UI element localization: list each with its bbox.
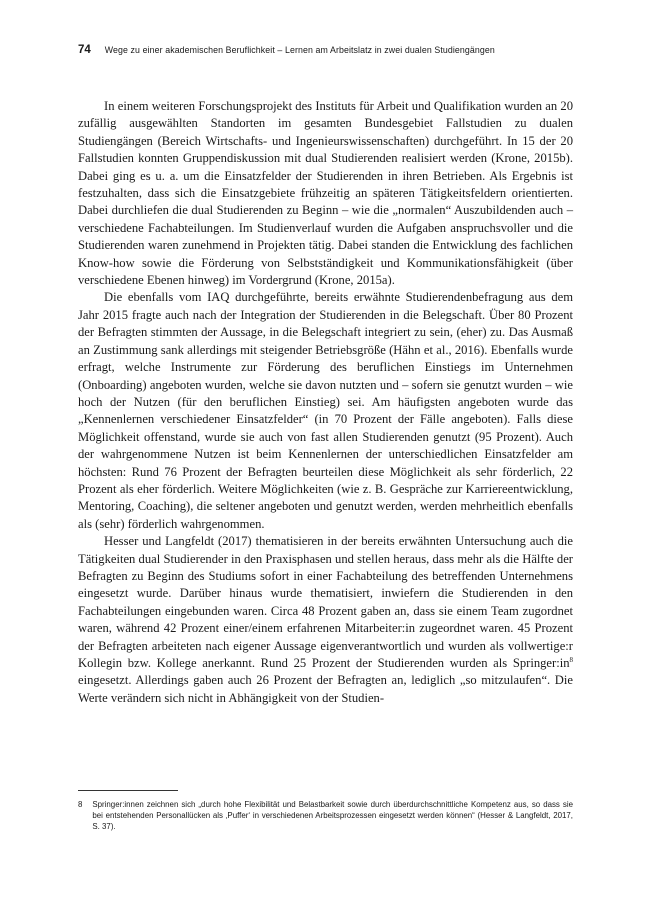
running-title: Wege zu einer akademischen Beruflichkeit – Lernen am Arbeitslatz in zwei dualen Studiengängen: [104, 45, 495, 55]
paragraph-3-tail: eingesetzt. Allerdings gaben auch 26 Prozent der Befragten an, lediglich „so mitzulaufen“. Die Werte verändern sich nicht in Abhängigkeit von der Studien-: [78, 673, 573, 705]
footnote: [78, 800, 573, 832]
paragraph-3-main: Hesser und Langfeldt (2017) thematisieren in der bereits erwähnten Untersuchung auch die Tätigkeiten dual Studierender in den Praxisphasen und stellen heraus, dass mehr als die Hälfte der Befragten zu Beginn des Studiums sofort in einer Fachabteilung des betreffenden Unternehmens eingesetzt wurde. Darüber hinaus wurde thematisiert, inwiefern die Studierenden in den Fachabteilungen eingebunden waren. Circa 48 Prozent gaben an, dass sie einem Team zugordnet waren, während 42 Prozent einer/einem erfahrenen Mitarbeiter:in zugeordnet waren. 45 Prozent der Befragten arbeiteten nach eigener Aussage eigenverantwortlich und wurden als vollwertige:r Kollegin bzw. Kollege anerkannt. Rund 25 Prozent der Studierenden wurden als: [78, 534, 573, 670]
footnote-number: 8: [78, 800, 83, 809]
paragraph-3: [78, 533, 573, 707]
footnote-reference[interactable]: 8: [569, 655, 573, 664]
body-text: [78, 98, 573, 707]
paragraph-2: Die ebenfalls vom IAQ durchgeführte, bereits erwähnte Studierendenbefragung aus dem Jahr 2015 fragte auch nach der Integration der Studierenden in die Belegschaft. Über 80 Prozent der Befragten stimmten der Aussage, in die Belegschaft integriert zu sein, (eher) zu. Das Ausmaß an Zustimmung sank allerdings mit steigender Betriebsgröße (Hähn et al., 2016). Ebenfalls wurde erfragt, welche Instrumente zur Förderung des beruflichen Einstiegs im Unternehmen (Onboarding) angeboten wurden, welche sie davon nutzten und – sofern sie genutzt wurden – wie hoch der Nutzen (für den beruflichen Einstieg) sei. Am häufigsten angeboten wurde das „Kennenlernen verschiedener Einsatzfelder“ (in 70 Prozent der Fälle angeboten). Falls diese Möglichkeit offenstand, wurde sie auch von fast allen Studierenden genutzt (95 Prozent). Auch der wahrgenommene Nutzen ist beim Kennenlernen der unterschiedlichen Einsatzfelder am höchsten: Rund 76 Prozent der Befragten beurteilen diese Möglichkeit als sehr förderlich, 22 Prozent als eher förderlich. Weitere Möglichkeiten (wie z. B. Gespräche zur Karriereentwicklung, Mentoring, Coaching), die seltener angeboten und genutzt werden, werden mehrheitlich ebenfalls als (sehr) förderlich wahrgenommen.: [78, 290, 573, 531]
paragraph-3-springer: Springer:in: [512, 656, 570, 670]
footnote-divider: [78, 790, 178, 791]
paragraph-1: In einem weiteren Forschungsprojekt des Instituts für Arbeit und Qualifikation wurden an 20 zufällig ausgewählten Standorten im gesamten Bundesgebiet Fallstudien zu dualen Studiengängen (Bereich Wirtschafts- und Ingenieurswissenschaften) durchgeführt. In 15 der 20 Fallstudien konnten Gruppendiskussion mit dual Studierenden realisiert werden (Krone, 2015b). Dabei ging es u. a. um die Einsatzfelder der Studierenden in ihren Betrieben. Als Ergebnis ist festzuhalten, dass sich die Einsatzgebiete frühzeitig an späteren Tätigkeitsfeldern orientierten. Dabei durchliefen die dual Studierenden zu Beginn – wie die „normalen“ Auszubildenden auch – verschiedene Fachabteilungen. Im Studienverlauf wurden die Aufgaben anspruchsvoller und die Studierenden waren zunehmend in Projekten tätig. Dabei standen die Entwicklung des fachlichen Know-how sowie die Förderung von Selbstständigkeit und Kommunikationsfähigkeit (über verschiedene Ebenen hinweg) im Vordergrund (Krone, 2015a).: [78, 99, 573, 288]
footnote-text: Springer:innen zeichnen sich „durch hohe Flexibilität und Belastbarkeit sowie durch überdurchschnittliche Kompetenz aus, so dass sie bei entstehenden Personallücken als ‚Puffer‘ in verschiedenen Arbeitsprozessen eingesetzt werden können“ (Hesser & Langfeldt, 2017, S. 37).: [92, 800, 573, 831]
running-header: [78, 44, 590, 56]
page-number: 74: [78, 44, 91, 56]
